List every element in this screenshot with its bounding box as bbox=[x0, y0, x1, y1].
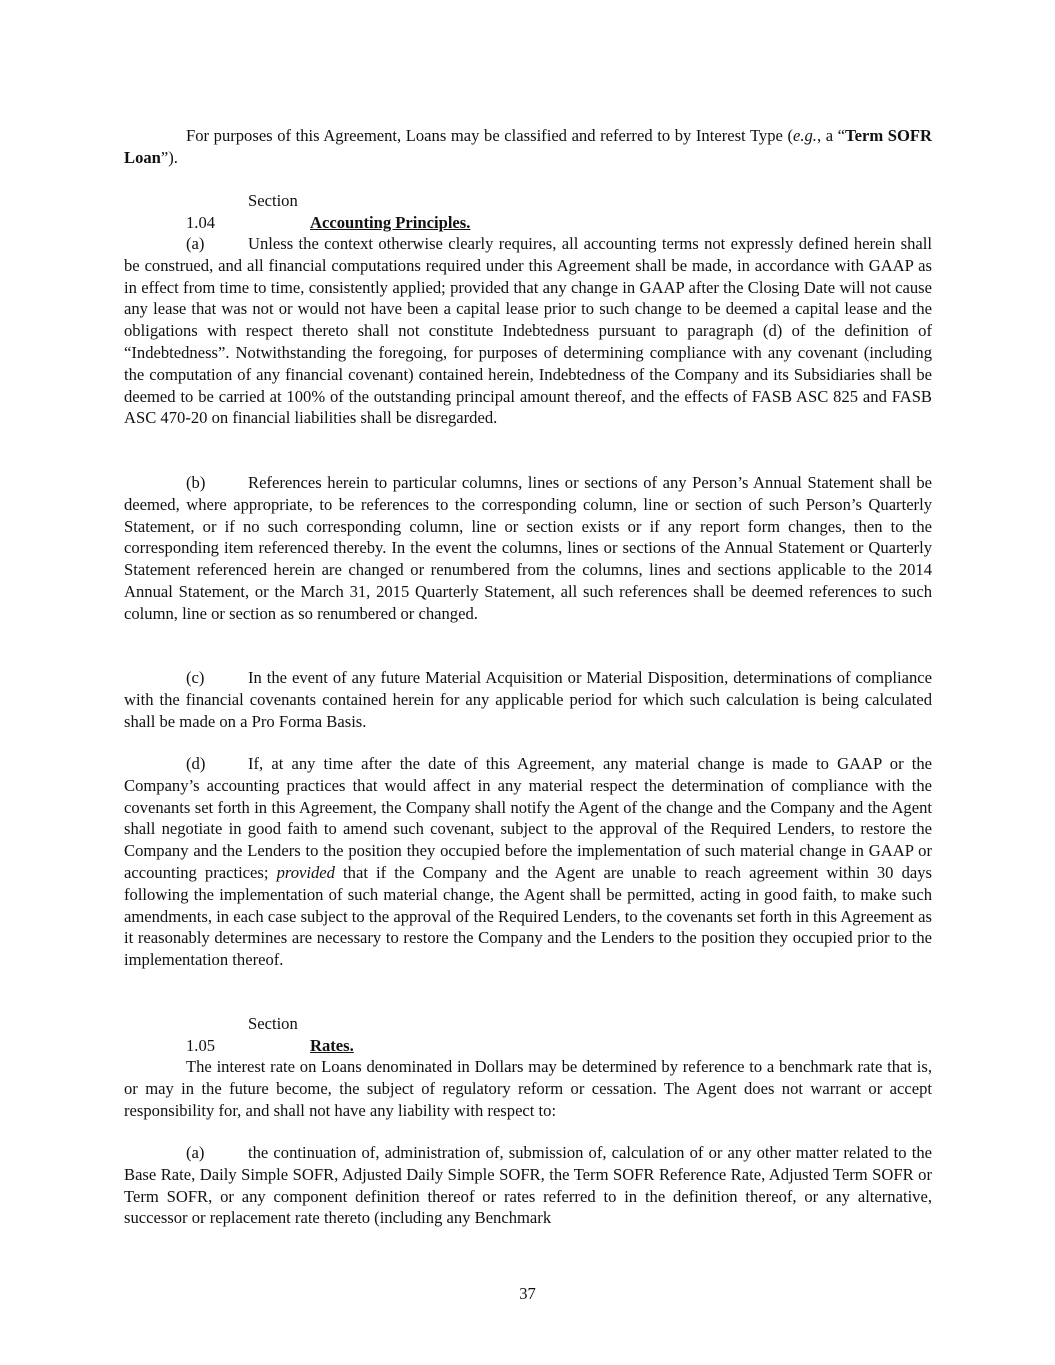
section-1-05-heading bbox=[124, 1013, 932, 1057]
paragraph-text: If, at any time after the date of this Agreement, any material change is made to GAAP or the Company’s accounting practices that would affect in any material respect the determination of compliance with the covenants set forth in this Agreement, the Company shall notify the Agent of the change and the Company and the Agent shall negotiate in good faith to amend such covenant, subject to the approval of the Required Lenders, to restore the Company and the Lenders to the position they occupied before the implementation of such material change in GAAP or accounting practices; bbox=[124, 754, 932, 882]
rates-paragraph-a bbox=[124, 1142, 932, 1229]
paragraph-text: Unless the context otherwise clearly requires, all accounting terms not expressly defined herein shall be construed, and all financial computations required under this Agreement shall be made, in accordance with GAAP as in effect from time to time, consistently applied; provided that any change in GAAP after the Closing Date will not cause any lease that was not or would not have been a capital lease prior to such change to be deemed a capital lease and the obligations with respect thereto shall not constitute Indebtedness pursuant to paragraph (d) of the definition of “Indebtedness”. Notwithstanding the foregoing, for purposes of determining compliance with any covenant (including the computation of any financial covenant) contained herein, Indebtedness of the Company and its Subsidiaries shall be deemed to be carried at 100% of the outstanding principal amount thereof, and the effects of FASB ASC 825 and FASB ASC 470-20 on financial liabilities shall be disregarded. bbox=[124, 234, 932, 428]
intro-defined-term: Term SOFR Loan bbox=[124, 126, 932, 167]
paragraph-a bbox=[124, 233, 932, 429]
paragraph-text: the continuation of, administration of, submission of, calculation of or any other matter related to the Base Rate, Daily Simple SOFR, Adjusted Daily Simple SOFR, the Term SOFR Reference Rate, Adjusted Term SOFR or Term SOFR, or any component definition thereof or rates referred to in the definition thereof, or any alternative, successor or replacement rate thereto (including any Benchmark bbox=[124, 1143, 932, 1228]
intro-text-end: ”). bbox=[160, 147, 178, 167]
paragraph-d bbox=[124, 753, 932, 971]
paragraph-label: (a) bbox=[186, 234, 205, 253]
paragraph-label: (d) bbox=[186, 754, 206, 773]
paragraph-label: (b) bbox=[186, 473, 206, 492]
section-number: Section 1.04 bbox=[186, 191, 298, 232]
section-title: Rates. bbox=[310, 1035, 354, 1055]
intro-text-mid: , a “ bbox=[816, 126, 846, 145]
section-title: Accounting Principles. bbox=[310, 212, 471, 232]
paragraph-text: References herein to particular columns, lines or sections of any Person’s Annual Statement shall be deemed, where appropriate, to be references to the corresponding column, line or section of such Person’s Quarterly Statement, or if no such corresponding column, line or section exists or if any report form changes, then to the corresponding item referenced thereby. In the event the columns, lines or sections of the Annual Statement or Quarterly Statement referenced herein are changed or renumbered from the columns, lines and sections applicable to the 2014 Annual Statement, or the March 31, 2015 Quarterly Statement, all such references shall be deemed references to such column, line or section as so renumbered or changed. bbox=[124, 473, 932, 623]
paragraph-label: (c) bbox=[186, 668, 205, 687]
intro-paragraph bbox=[124, 125, 932, 169]
section-number: Section 1.05 bbox=[186, 1014, 298, 1055]
paragraph-text-end: that if the Company and the Agent are unable to reach agreement within 30 days following the implementation of such material change, the Agent shall be permitted, acting in good faith, to make such amendments, in each case subject to the approval of the Required Lenders, to the covenants set forth in this Agreement as it reasonably determines are necessary to restore the Company and the Lenders to the position they occupied prior to the implementation thereof. bbox=[124, 862, 932, 970]
paragraph-italic: provided bbox=[276, 862, 335, 882]
page-number: 37 bbox=[519, 1284, 536, 1303]
rates-intro-paragraph bbox=[124, 1056, 932, 1121]
paragraph-label: (a) bbox=[186, 1143, 205, 1162]
intro-italic: e.g. bbox=[793, 126, 817, 145]
paragraph-c bbox=[124, 667, 932, 732]
paragraph-b bbox=[124, 472, 932, 625]
paragraph-text: In the event of any future Material Acquisition or Material Disposition, determinations of compliance with the financial covenants contained herein for any applicable period for which such calculation is being calculated shall be made on a Pro Forma Basis. bbox=[124, 668, 932, 731]
intro-text: For purposes of this Agreement, Loans may be classified and referred to by Interest Type ( bbox=[186, 126, 793, 145]
section-1-04-heading bbox=[124, 190, 932, 234]
paragraph-text: The interest rate on Loans denominated in Dollars may be determined by reference to a benchmark rate that is, or may in the future become, the subject of regulatory reform or cessation. The Agent does not warrant or accept responsibility for, and shall not have any liability with respect to: bbox=[124, 1057, 932, 1120]
